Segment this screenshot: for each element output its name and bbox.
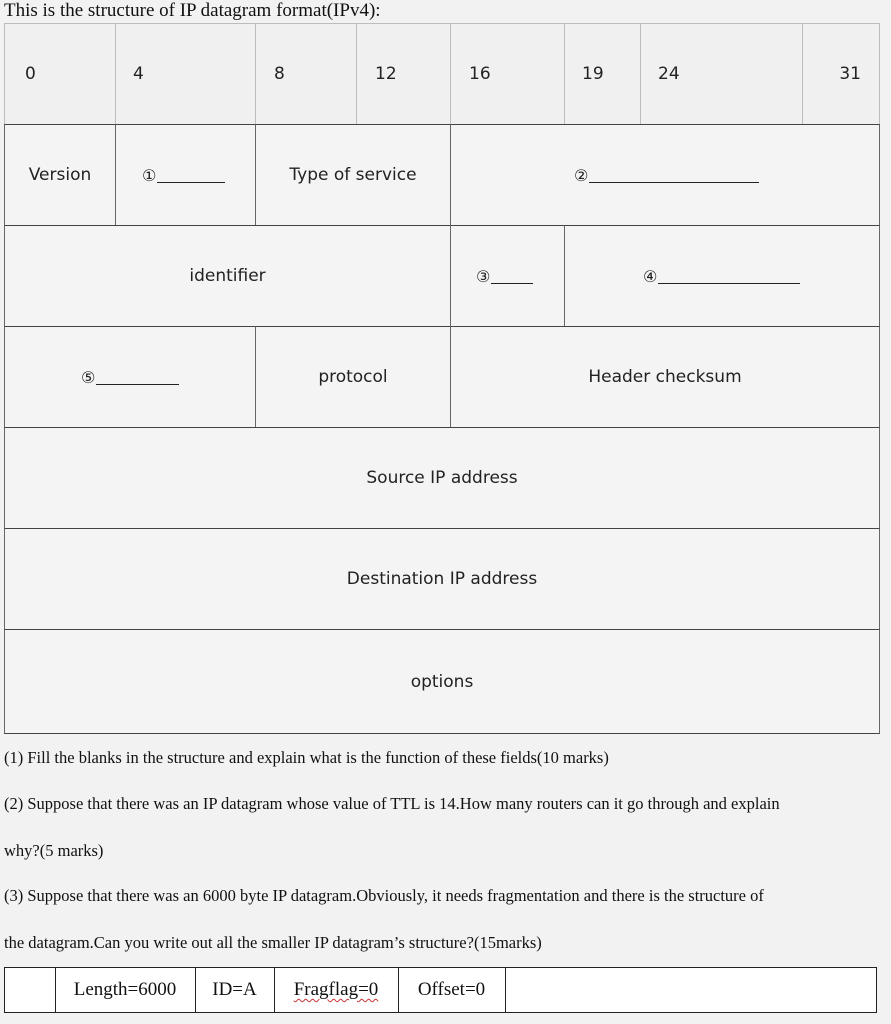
bit-31 [802, 23, 880, 125]
page-heading: This is the structure of IP datagram format(IPv4): [4, 0, 381, 21]
bit-4 [115, 23, 256, 125]
blank-2-line[interactable] [589, 168, 759, 183]
blank-4-cell [564, 225, 880, 327]
blank-2-number: ② [574, 165, 589, 185]
bit-0 [4, 23, 116, 125]
destination-ip-label: Destination IP address [346, 569, 538, 589]
bit-label: 16 [469, 64, 491, 84]
options-cell [4, 629, 880, 734]
destination-ip-cell [4, 528, 880, 630]
bit-label: 19 [582, 64, 604, 84]
source-ip-cell [4, 427, 880, 529]
blank-1-line[interactable] [157, 168, 225, 183]
version-label: Version [28, 165, 92, 185]
bit-12 [356, 23, 451, 125]
blank-1-number: ① [142, 165, 157, 185]
blank-3-number: ③ [476, 266, 491, 286]
fragment-cell-empty-start [5, 968, 56, 1012]
bit-label: 4 [133, 64, 144, 84]
fragment-table [4, 967, 877, 1013]
identifier-cell [4, 225, 451, 327]
blank-2-cell [450, 124, 880, 226]
question-2-line-1: (2) Suppose that there was an IP datagram whose value of TTL is 14.How many routers can it go through and explain [4, 794, 780, 813]
blank-3-cell [450, 225, 565, 327]
type-of-service-cell [255, 124, 451, 226]
question-2-line-2: why?(5 marks) [4, 841, 104, 860]
blank-1-cell [115, 124, 256, 226]
bit-24 [640, 23, 803, 125]
protocol-cell [255, 326, 451, 428]
bit-19 [564, 23, 641, 125]
blank-5-cell [4, 326, 256, 428]
blank-5-number: ⑤ [81, 367, 96, 387]
fragment-offset-cell: Offset=0 [398, 968, 506, 1012]
question-1: (1) Fill the blanks in the structure and explain what is the function of these fields(10 marks) [4, 748, 609, 767]
header-checksum-label: Header checksum [588, 367, 742, 387]
question-3-line-1: (3) Suppose that there was an 6000 byte IP datagram.Obviously, it needs fragmentation and there is the structure of [4, 886, 764, 905]
bit-label: 0 [25, 64, 36, 84]
blank-4-number: ④ [643, 266, 658, 286]
version-cell [4, 124, 116, 226]
bit-label: 8 [274, 64, 285, 84]
type-of-service-label: Type of service [289, 165, 417, 185]
source-ip-label: Source IP address [366, 468, 518, 488]
question-3-line-2: the datagram.Can you write out all the smaller IP datagram’s structure?(15marks) [4, 933, 542, 952]
fragment-id-cell: ID=A [195, 968, 275, 1012]
protocol-label: protocol [318, 367, 388, 387]
bit-label: 24 [658, 64, 680, 84]
bit-label: 12 [375, 64, 397, 84]
options-label: options [410, 671, 474, 692]
fragment-flag-cell [274, 968, 399, 1012]
fragment-length-cell: Length=6000 [55, 968, 196, 1012]
blank-3-line[interactable] [491, 269, 533, 284]
fragment-cell-empty-end [505, 968, 876, 1012]
identifier-label: identifier [189, 266, 266, 286]
blank-5-line[interactable] [96, 370, 179, 385]
fragment-flag-text: Fragflag=0 [293, 979, 379, 1000]
bit-16 [450, 23, 565, 125]
header-checksum-cell [450, 326, 880, 428]
bit-8 [255, 23, 357, 125]
blank-4-line[interactable] [658, 269, 800, 284]
bit-label: 31 [839, 64, 861, 84]
